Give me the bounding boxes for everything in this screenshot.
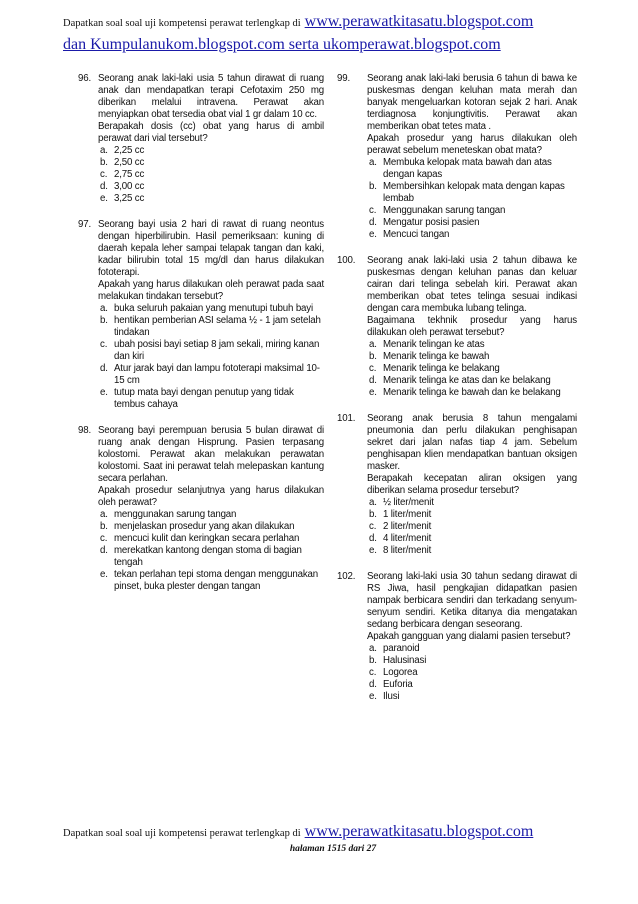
option: e. tekan perlahan tepi stoma dengan menggunakan pinset, buka plester dengan tangan	[100, 569, 318, 592]
question-101	[337, 413, 577, 557]
header-link-perawatkitasatu[interactable]: www.perawatkitasatu.blogspot.com	[304, 13, 534, 30]
question-number: 100.	[337, 255, 356, 266]
option: b. menjelaskan prosedur yang akan dilakukan	[100, 521, 295, 532]
footer-prefix: Dapatkan soal soal uji kompetensi perawat terlengkap di	[63, 828, 301, 839]
option: a. paranoid	[369, 643, 420, 654]
question-number: 102.	[337, 571, 356, 582]
question-prompt: Berapakah dosis (cc) obat yang harus di ambil perawat dari vial tersebut?	[98, 121, 324, 144]
option: c. Menarik telinga ke belakang	[369, 363, 500, 374]
question-prompt: Berapakah kecepatan aliran oksigen yang diberikan selama prosedur tersebut?	[367, 473, 577, 496]
option: b. 1 liter/menit	[369, 509, 432, 520]
option: e. tutup mata bayi dengan penutup yang tidak tembus cahaya	[100, 387, 294, 410]
question-prompt: Apakah prosedur selanjutnya yang harus dilakukan oleh perawat?	[98, 485, 324, 508]
option: b. Membersihkan kelopak mata dengan kapas lembab	[369, 181, 565, 204]
page-number: halaman 1515 dari 27	[289, 844, 377, 854]
option: e. 3,25 cc	[100, 193, 145, 204]
option: a. 2,25 cc	[100, 145, 145, 156]
header-prefix: Dapatkan soal soal uji kompetensi perawat terlengkap di	[63, 18, 301, 29]
option: b. Menarik telinga ke bawah	[369, 351, 490, 362]
option: c. mencuci kulit dan keringkan secara perlahan	[100, 533, 300, 544]
question-98	[78, 425, 324, 593]
option: b. hentikan pemberian ASI selama ½ - 1 jam setelah tindakan	[100, 315, 321, 338]
option: e. Mencuci tangan	[369, 229, 450, 240]
question-number: 96.	[78, 73, 92, 84]
question-prompt: Apakah gangguan yang dialami pasien tersebut?	[367, 631, 571, 642]
option: d. Euforia	[369, 679, 413, 690]
question-text: Seorang bayi usia 2 hari di rawat di ruang neontus dengan hiperbilirubin. Hasil pemeriksaan: kuning di daerah kepala leher sampai telapak tangan dan kaki, kadar bilirubin total 15 mg/dl dan harus dilakukan fototerapi.	[98, 219, 324, 278]
question-text: Seorang laki-laki usia 30 tahun sedang dirawat di RS Jiwa, hasil pengkajian didapatkan pasien nampak berbicara sendiri dan terkadang senyum-senyum sendiri. Ketika ditanya dia mengatakan sedang berbicara dengan seseorang.	[367, 571, 577, 630]
option: a. Menarik telingan ke atas	[369, 339, 485, 350]
question-text: Seorang anak berusia 8 tahun mengalami pneumonia dan perlu dilakukan penghisapan sekret dari jalan nafas tiap 4 jam. Sebelum penghisapan klien mendapatkan bantuan oksigen masker.	[367, 413, 577, 472]
option: d. Mengatur posisi pasien	[369, 217, 480, 228]
option: c. Menggunakan sarung tangan	[369, 205, 506, 216]
option: d. Atur jarak bayi dan lampu fototerapi maksimal 10-15 cm	[100, 363, 320, 386]
option: b. 2,50 cc	[100, 157, 145, 168]
page-footer	[63, 822, 603, 854]
question-number: 99.	[337, 73, 351, 84]
option: d. 4 liter/menit	[369, 533, 432, 544]
option: c. 2,75 cc	[100, 169, 145, 180]
question-prompt: Apakah yang harus dilakukan oleh perawat pada saat melakukan tindakan tersebut?	[98, 279, 324, 302]
question-text: Seorang bayi perempuan berusia 5 bulan dirawat di ruang anak dengan Hisprung. Pasien terpasang kolostomi. Perawat akan melakukan perawatan kolostomi. Saat ini perawat telah melepaskan kantung secara perlahan.	[98, 425, 324, 484]
header-links-line[interactable]: dan Kumpulanukom.blogspot.com serta ukomperawat.blogspot.com	[63, 36, 501, 53]
question-text: Seorang anak laki-laki berusia 6 tahun di bawa ke puskesmas dengan keluhan mata merah dan banyak mengeluarkan kotoran sejak 2 hari. Anak terdiagnosa konjungtivitis. Perawat akan memberikan obat tetes mata .	[367, 73, 577, 132]
option: e. 8 liter/menit	[369, 545, 432, 556]
question-number: 101.	[337, 413, 356, 424]
right-column	[337, 73, 577, 717]
option: a. buka seluruh pakaian yang menutupi tubuh bayi	[100, 303, 313, 314]
option: a. ½ liter/menit	[369, 497, 434, 508]
question-prompt: Apakah prosedur yang harus dilakukan oleh perawat sebelum meneteskan obat mata?	[367, 133, 577, 156]
question-102	[337, 571, 577, 703]
option: d. 3,00 cc	[100, 181, 145, 192]
option: c. 2 liter/menit	[369, 521, 432, 532]
question-100	[337, 255, 577, 399]
question-text: Seorang anak laki-laki usia 5 tahun dirawat di ruang anak dan mendapatkan terapi Cefotaxim 250 mg diberikan melalui intravena. Perawat akan menyiapkan obat tersedia obat vial 1 gr dalam 10 cc.	[98, 73, 324, 120]
option: b. Halusinasi	[369, 655, 427, 666]
question-97	[78, 219, 324, 411]
left-column	[78, 73, 324, 607]
option: a. menggunakan sarung tangan	[100, 509, 237, 520]
option: c. Logorea	[369, 667, 418, 678]
footer-link-perawatkitasatu[interactable]: www.perawatkitasatu.blogspot.com	[304, 823, 534, 840]
option: d. merekatkan kantong dengan stoma di bagian tengah	[100, 545, 302, 568]
question-number: 97.	[78, 219, 92, 230]
question-text: Seorang anak laki-laki usia 2 tahun dibawa ke puskesmas dengan keluhan panas dan keluar cairan dari telinga sebelah kiri. Perawat akan memberikan obat tetes telinga sesuai indikasi dengan cara membuka lubang telinga.	[367, 255, 577, 314]
option: e. Ilusi	[369, 691, 400, 702]
option: c. ubah posisi bayi setiap 8 jam sekali, miring kanan dan kiri	[100, 339, 320, 362]
question-prompt: Bagaimana tekhnik prosedur yang harus dilakukan oleh perawat tersebut?	[367, 315, 577, 338]
option: d. Menarik telinga ke atas dan ke belakang	[369, 375, 551, 386]
question-96	[78, 73, 324, 205]
page-header	[63, 11, 583, 56]
question-number: 98.	[78, 425, 92, 436]
option: e. Menarik telinga ke bawah dan ke belakang	[369, 387, 561, 398]
question-99	[337, 73, 577, 241]
option: a. Membuka kelopak mata bawah dan atas dengan kapas	[369, 157, 552, 180]
